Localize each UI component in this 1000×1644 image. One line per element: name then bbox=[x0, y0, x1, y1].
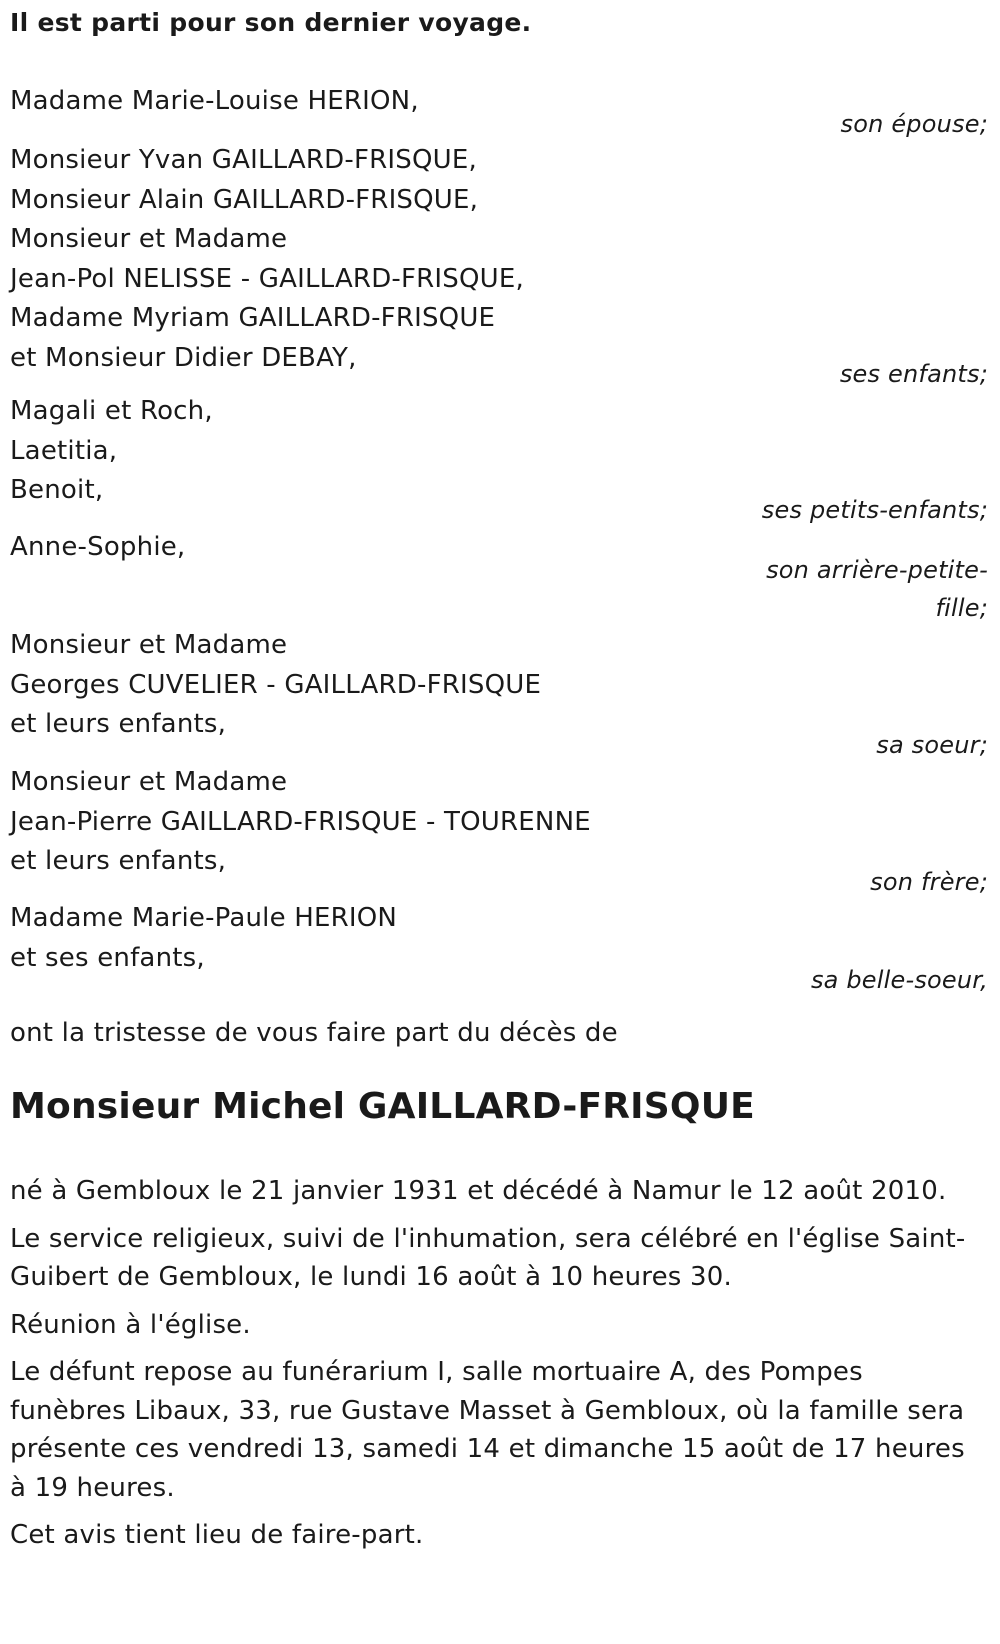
family-names bbox=[10, 626, 988, 745]
family-group-grandchildren bbox=[10, 392, 988, 524]
relation-label-line: son arrière-petite- bbox=[766, 556, 988, 584]
family-name-line: Magali et Roch, bbox=[10, 396, 213, 426]
deceased-name: Monsieur Michel GAILLARD-FRISQUE bbox=[10, 1086, 755, 1127]
detail-paragraph: né à Gembloux le 21 janvier 1931 et décédé à Namur le 12 août 2010. bbox=[10, 1176, 947, 1206]
detail-paragraph: Réunion à l'église. bbox=[10, 1309, 251, 1340]
family-name-line: Monsieur et Madame bbox=[10, 224, 288, 254]
relation-label: ses enfants; bbox=[839, 360, 988, 388]
family-name-line: Monsieur et Madame bbox=[10, 767, 288, 797]
family-name-line: Jean-Pierre GAILLARD-FRISQUE - TOURENNE bbox=[10, 806, 591, 837]
family-name-line: et ses enfants, bbox=[10, 942, 205, 973]
family-name-line: Jean-Pol NELISSE - GAILLARD-FRISQUE, bbox=[10, 263, 524, 294]
family-group-great-grandchild bbox=[10, 528, 988, 622]
family-name-line: Monsieur Alain GAILLARD-FRISQUE, bbox=[10, 184, 479, 215]
family-group-sister bbox=[10, 626, 988, 759]
family-name-line: et leurs enfants, bbox=[10, 709, 227, 739]
family-name-line: Madame Marie-Paule HERION bbox=[10, 903, 398, 933]
relation-label: sa soeur; bbox=[876, 731, 988, 759]
family-name-line: Madame Myriam GAILLARD-FRISQUE bbox=[10, 303, 496, 333]
detail-paragraph: Le service religieux, suivi de l'inhumation, sera célébré en l'église Saint-Guibert de Gembloux, le lundi 16 août à 10 heures 30. bbox=[10, 1223, 966, 1292]
family-name-line: Monsieur et Madame bbox=[10, 630, 288, 660]
relation-label bbox=[766, 551, 988, 627]
relation-label: son épouse; bbox=[840, 110, 988, 138]
relation-label-line: fille; bbox=[935, 594, 988, 622]
family-group-spouse bbox=[10, 82, 988, 138]
family-group-sister-in-law bbox=[10, 899, 988, 994]
family-name-line: Georges CUVELIER - GAILLARD-FRISQUE bbox=[10, 669, 542, 700]
detail-paragraph: Cet avis tient lieu de faire-part. bbox=[10, 1520, 424, 1550]
family-name-line: Anne-Sophie, bbox=[10, 532, 186, 562]
intro-heading: Il est parti pour son dernier voyage. bbox=[10, 8, 532, 37]
relation-label: ses petits-enfants; bbox=[761, 496, 988, 524]
announcement-text: ont la tristesse de vous faire part du décès de bbox=[10, 1018, 618, 1048]
service-details bbox=[10, 1172, 985, 1564]
family-name-line: Laetitia, bbox=[10, 435, 118, 466]
detail-paragraph: Le défunt repose au funérarium I, salle mortuaire A, des Pompes funèbres Libaux, 33, rue Gustave Masset à Gembloux, où la famille sera présente ces vendredi 13, samedi 14 et dimanche 15 août de 17 heures à 19 heures. bbox=[10, 1357, 965, 1503]
family-group-children bbox=[10, 141, 988, 388]
family-name-line: Monsieur Yvan GAILLARD-FRISQUE, bbox=[10, 145, 477, 175]
family-names bbox=[10, 141, 988, 378]
family-names bbox=[10, 763, 988, 882]
family-name-line: Benoit, bbox=[10, 475, 104, 505]
family-name-line: Madame Marie-Louise HERION, bbox=[10, 86, 419, 116]
relation-label: son frère; bbox=[870, 868, 988, 896]
family-name-line: et leurs enfants, bbox=[10, 846, 227, 876]
family-name-line: et Monsieur Didier DEBAY, bbox=[10, 342, 357, 373]
family-group-brother bbox=[10, 763, 988, 896]
relation-label: sa belle-soeur, bbox=[810, 966, 988, 994]
